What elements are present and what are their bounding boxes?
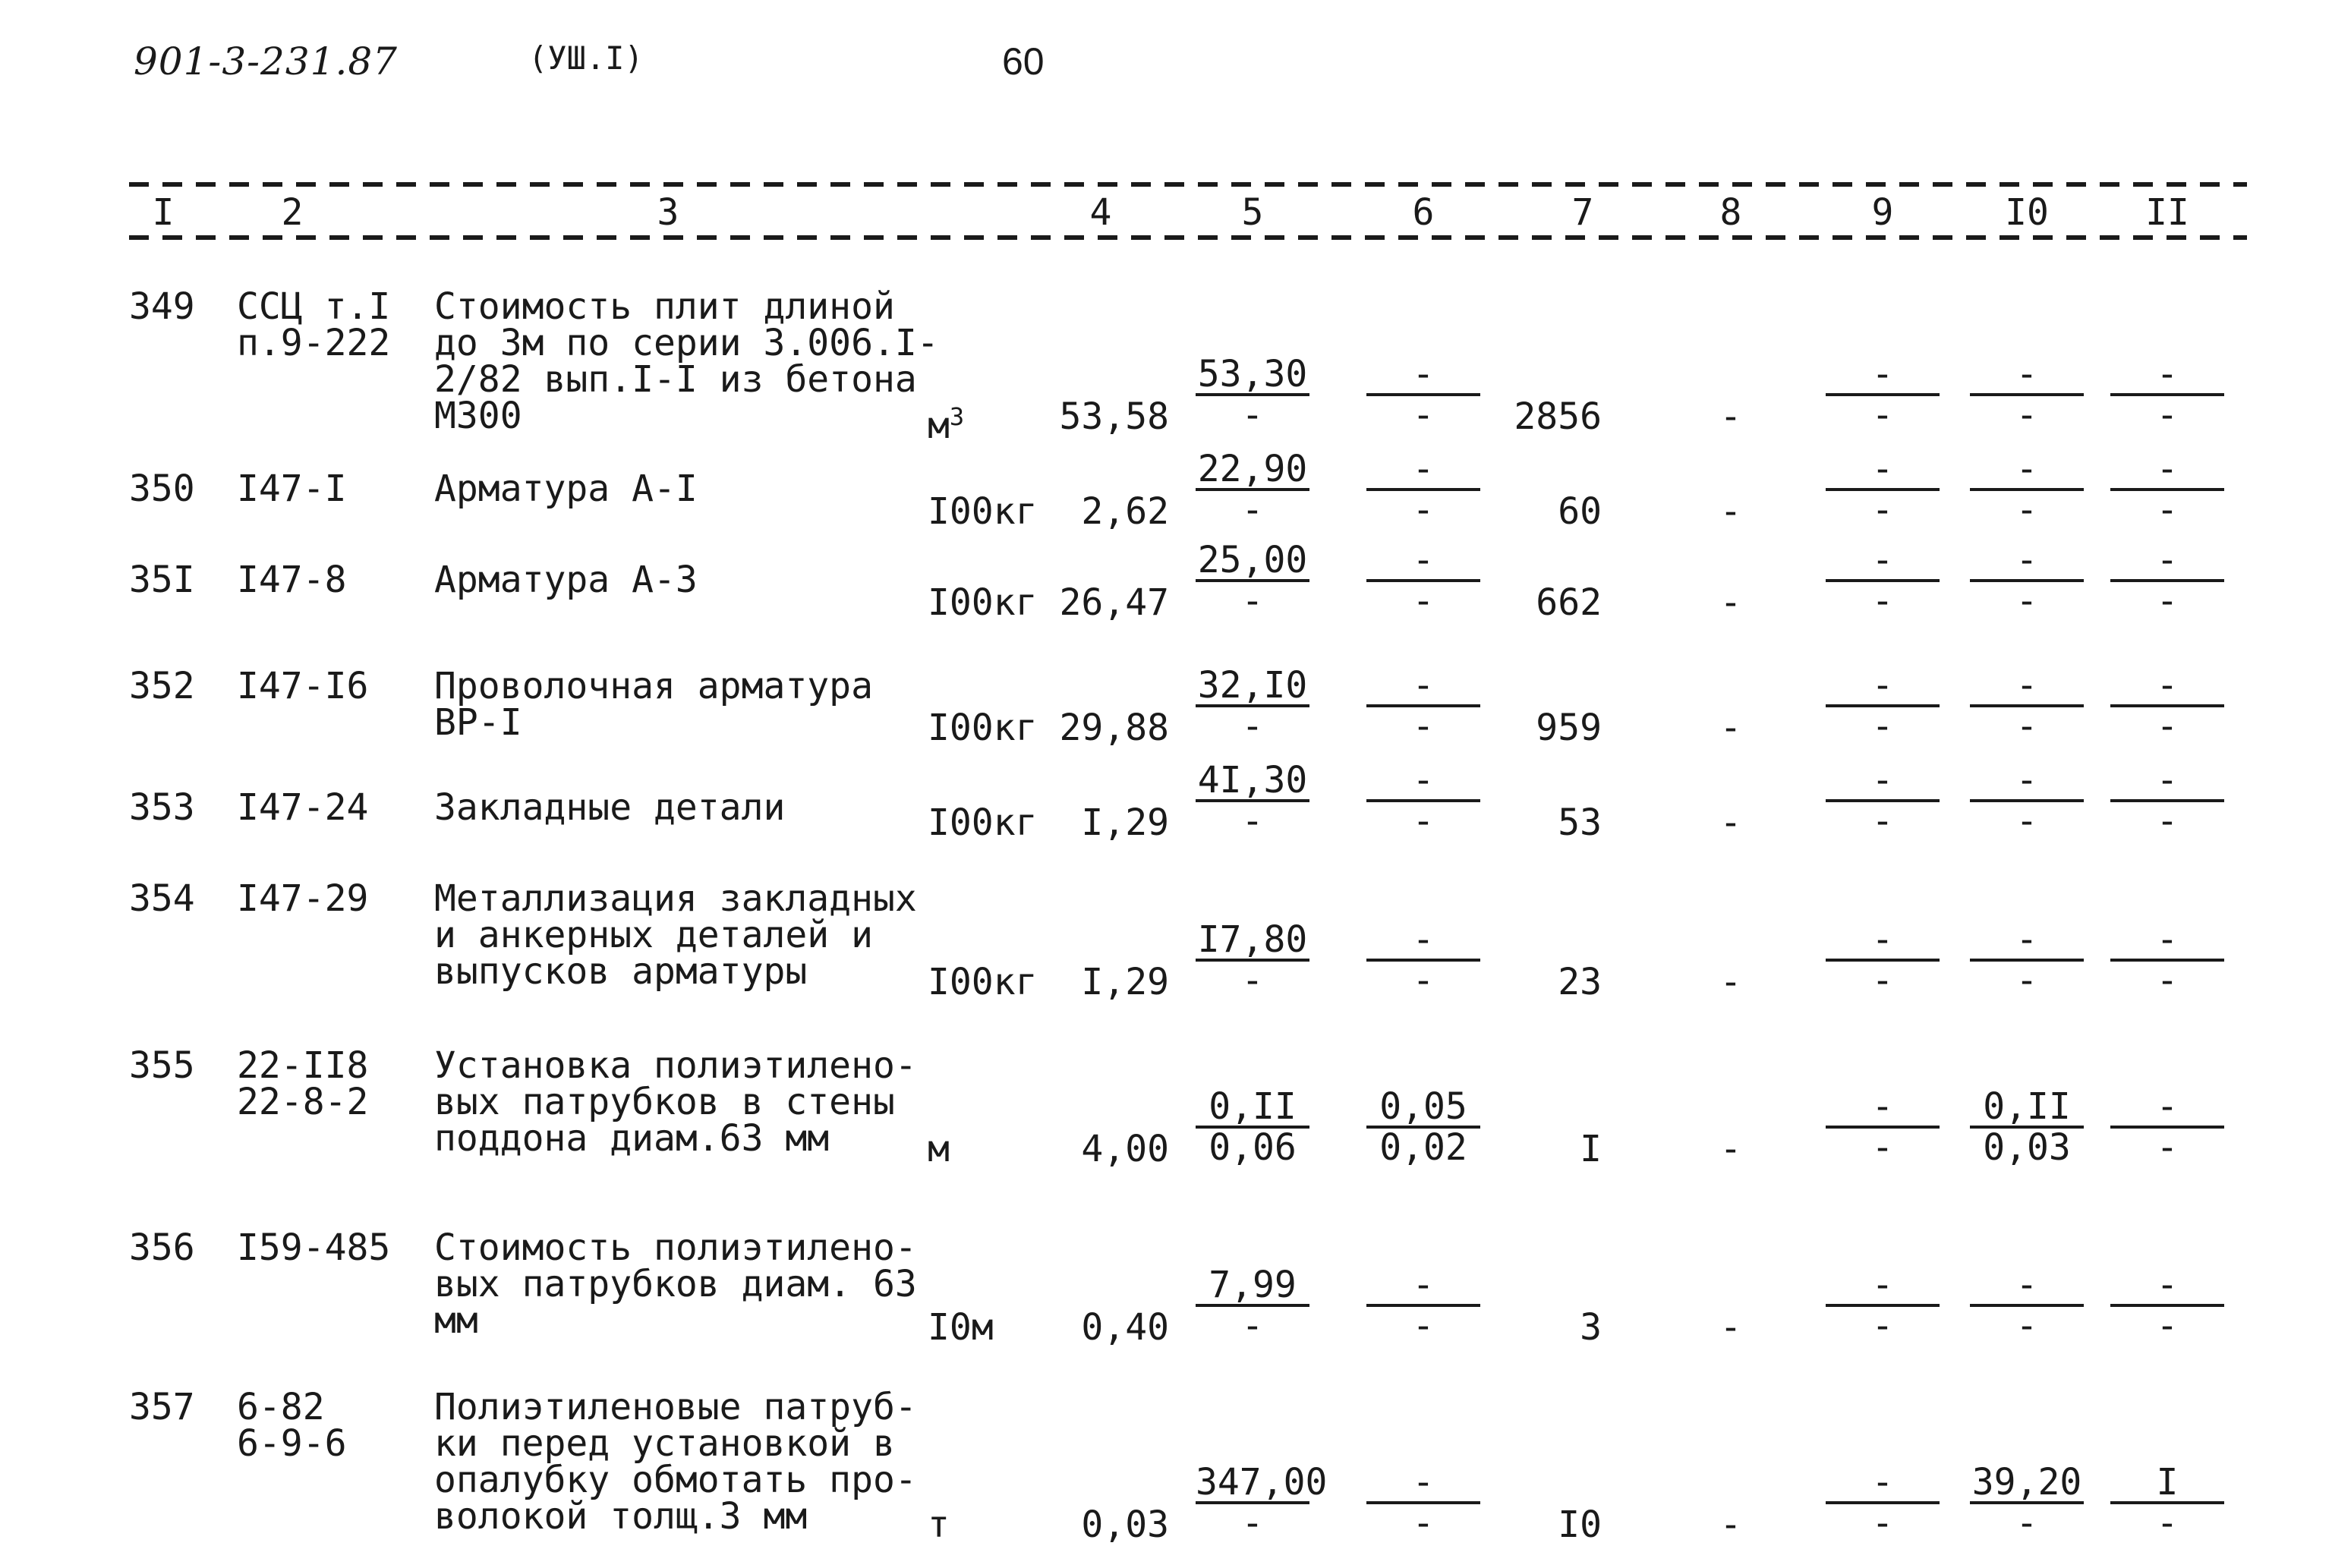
machine-cost-bottom: -	[1871, 800, 1894, 842]
machine-wage	[1970, 761, 2084, 840]
wage-cost	[1366, 1085, 1480, 1169]
machine-cost	[1826, 541, 1940, 620]
unit: I00кг	[928, 490, 1038, 533]
work-description: Закладные детали	[434, 786, 786, 829]
labor-cost-top: -	[2110, 921, 2224, 962]
wage-cost-bottom: -	[1412, 489, 1435, 531]
machine-wage-top: -	[1970, 666, 2084, 707]
labor-cost	[2110, 541, 2224, 620]
unit: I00кг	[928, 581, 1038, 624]
unit-cost-top: 7,99	[1196, 1266, 1309, 1307]
labor-cost-top: -	[2110, 666, 2224, 707]
column-number: 7	[1571, 191, 1594, 234]
machine-cost-top: -	[1826, 450, 1940, 491]
row-number: 350	[129, 468, 195, 510]
quantity: 0,40	[1081, 1306, 1169, 1349]
labor-cost-bottom: -	[2156, 1305, 2179, 1347]
wage-cost-bottom: 0,02	[1379, 1126, 1467, 1169]
machine-wage	[1970, 450, 2084, 529]
wage-cost	[1366, 1463, 1480, 1542]
wage-cost	[1366, 541, 1480, 620]
machine-cost-top: -	[1826, 355, 1940, 396]
wage-cost	[1366, 355, 1480, 434]
wage-cost-top: -	[1366, 921, 1480, 962]
unit-cost-bottom: -	[1241, 489, 1264, 531]
work-description: Стоимость полиэтилено-вых патрубков диам. 63 мм	[434, 1226, 917, 1342]
machine-cost-top: -	[1826, 921, 1940, 962]
machine-wage	[1970, 1085, 2084, 1169]
machine-wage-top: 0,II	[1970, 1088, 2084, 1129]
machine-wage	[1970, 1463, 2084, 1542]
work-description: Арматура А-3	[434, 559, 698, 601]
machine-cost	[1826, 918, 1940, 1002]
machine-cost	[1826, 761, 1940, 840]
labor-cost	[2110, 918, 2224, 1002]
labor-cost	[2110, 664, 2224, 748]
wage-cost-bottom: -	[1412, 800, 1435, 842]
work-description: Полиэтиленовые патруб-ки перед установкой в опалубку обмотать про-волокой толщ.3 мм	[434, 1386, 917, 1538]
unit-cost	[1196, 664, 1309, 748]
price-code: 6-82 6-9-6	[237, 1386, 347, 1465]
machine-cost-bottom: -	[1871, 580, 1894, 622]
labor-cost-top: -	[2110, 1266, 2224, 1307]
labor-cost-bottom: -	[2156, 489, 2179, 531]
total-cost: 23	[1558, 961, 1602, 1003]
labor-cost-bottom: -	[2156, 1502, 2179, 1544]
quantity: 29,88	[1059, 707, 1169, 749]
wage-cost-bottom: -	[1412, 1502, 1435, 1544]
labor-cost-top: -	[2110, 541, 2224, 582]
labor-cost-top: I	[2110, 1463, 2224, 1504]
price-code: I59-485	[237, 1226, 391, 1269]
machine-wage	[1970, 918, 2084, 1002]
price-code: 22-II8 22-8-2	[237, 1044, 369, 1123]
row-number: 354	[129, 877, 195, 920]
wage-cost-bottom: -	[1412, 959, 1435, 1002]
quantity: I,29	[1081, 961, 1169, 1003]
row-number: 355	[129, 1044, 195, 1087]
machine-wage-bottom: -	[2015, 580, 2038, 622]
unit-cost-top: 22,90	[1196, 450, 1309, 491]
doc-code: 901-3-231.87	[134, 39, 398, 83]
labor-cost	[2110, 450, 2224, 529]
wage-cost	[1366, 918, 1480, 1002]
total-wage: -	[1719, 395, 1742, 438]
machine-wage-bottom: -	[2015, 705, 2038, 748]
machine-wage-bottom: -	[2015, 394, 2038, 436]
quantity: 0,03	[1081, 1503, 1169, 1546]
machine-cost-top: -	[1826, 666, 1940, 707]
wage-cost	[1366, 761, 1480, 840]
labor-cost-bottom: -	[2156, 1126, 2179, 1169]
labor-cost	[2110, 1463, 2224, 1542]
unit-cost	[1196, 1085, 1309, 1169]
column-number: II	[2145, 191, 2189, 234]
wage-cost	[1366, 450, 1480, 529]
wage-cost-top: -	[1366, 761, 1480, 802]
unit-cost-top: 347,00	[1196, 1461, 1328, 1503]
quantity: 26,47	[1059, 581, 1169, 624]
work-description: Арматура А-I	[434, 468, 698, 510]
unit-cost-top: 0,II	[1196, 1088, 1309, 1129]
total-wage: -	[1719, 581, 1742, 624]
machine-cost-top: -	[1826, 1266, 1940, 1307]
machine-cost	[1826, 450, 1940, 529]
total-wage: -	[1719, 1128, 1742, 1170]
unit-cost-bottom: -	[1241, 1502, 1264, 1544]
column-number: 9	[1871, 191, 1894, 234]
row-number: 357	[129, 1386, 195, 1428]
machine-cost	[1826, 664, 1940, 748]
machine-cost-top: -	[1826, 541, 1940, 582]
header-rule-bottom	[129, 235, 2247, 240]
price-code: I47-29	[237, 877, 369, 920]
labor-cost	[2110, 355, 2224, 434]
price-code: I47-I	[237, 468, 347, 510]
machine-cost	[1826, 1463, 1940, 1542]
page-number: 60	[1002, 40, 1045, 83]
row-number: 353	[129, 786, 195, 829]
machine-cost	[1826, 355, 1940, 434]
machine-wage-top: -	[1970, 1266, 2084, 1307]
labor-cost-top: -	[2110, 1088, 2224, 1129]
price-code: I47-8	[237, 559, 347, 601]
machine-wage-bottom: -	[2015, 800, 2038, 842]
machine-cost-bottom: -	[1871, 959, 1894, 1002]
unit-cost	[1196, 1266, 1309, 1345]
wage-cost-top: -	[1366, 541, 1480, 582]
machine-cost-top: -	[1826, 1088, 1940, 1129]
labor-cost	[2110, 1085, 2224, 1169]
work-description: Металлизация закладных и анкерных деталей и выпусков арматуры	[434, 877, 917, 993]
price-code: I47-I6	[237, 665, 369, 707]
unit-cost	[1196, 355, 1309, 434]
wage-cost-top: -	[1366, 1266, 1480, 1307]
wage-cost-bottom: -	[1412, 580, 1435, 622]
column-number: 4	[1089, 191, 1112, 234]
machine-wage-top: -	[1970, 921, 2084, 962]
wage-cost-top: -	[1366, 1463, 1480, 1504]
machine-wage-top: 39,20	[1970, 1463, 2084, 1504]
column-number: I	[152, 191, 175, 234]
row-number: 35I	[129, 559, 195, 601]
quantity: I,29	[1081, 801, 1169, 844]
labor-cost-bottom: -	[2156, 394, 2179, 436]
wage-cost-top: -	[1366, 355, 1480, 396]
labor-cost	[2110, 761, 2224, 840]
column-number: 8	[1719, 191, 1742, 234]
machine-cost-bottom: -	[1871, 1305, 1894, 1347]
unit-cost	[1196, 450, 1309, 529]
column-number: 3	[657, 191, 679, 234]
labor-cost-top: -	[2110, 355, 2224, 396]
price-code: I47-24	[237, 786, 369, 829]
unit-cost	[1196, 1461, 1328, 1544]
unit: $м^3$	[928, 402, 965, 447]
machine-wage	[1970, 541, 2084, 620]
quantity: 4,00	[1081, 1128, 1169, 1170]
machine-wage-top: -	[1970, 761, 2084, 802]
unit-cost-top: 53,30	[1196, 355, 1309, 396]
labor-cost-top: -	[2110, 450, 2224, 491]
unit-cost-bottom: -	[1241, 580, 1264, 622]
unit: I00кг	[928, 707, 1038, 749]
machine-wage	[1970, 664, 2084, 748]
unit: т	[928, 1503, 950, 1546]
machine-wage-bottom: -	[2015, 489, 2038, 531]
machine-wage-bottom: -	[2015, 1305, 2038, 1347]
unit-cost-top: 4I,30	[1196, 761, 1309, 802]
work-description: Установка полиэтилено-вых патрубков в стены поддона диам.63 мм	[434, 1044, 917, 1160]
total-wage: -	[1719, 490, 1742, 533]
machine-wage-top: -	[1970, 450, 2084, 491]
total-wage: -	[1719, 1306, 1742, 1349]
unit-cost-top: 32,I0	[1196, 666, 1309, 707]
labor-cost-bottom: -	[2156, 580, 2179, 622]
wage-cost-top: -	[1366, 450, 1480, 491]
wage-cost-top: 0,05	[1366, 1088, 1480, 1129]
machine-wage-bottom: 0,03	[1983, 1126, 2071, 1169]
total-wage: -	[1719, 961, 1742, 1003]
unit-cost-bottom: 0,06	[1209, 1126, 1297, 1169]
machine-cost-bottom: -	[1871, 1126, 1894, 1169]
header-rule-top	[129, 182, 2247, 187]
total-cost: I	[1580, 1128, 1602, 1170]
machine-wage	[1970, 355, 2084, 434]
wage-cost-bottom: -	[1412, 1305, 1435, 1347]
column-number: 2	[281, 191, 304, 234]
labor-cost	[2110, 1266, 2224, 1345]
machine-wage	[1970, 1266, 2084, 1345]
column-number: I0	[2005, 191, 2049, 234]
total-wage: -	[1719, 801, 1742, 844]
total-cost: 53	[1558, 801, 1602, 844]
wage-cost-bottom: -	[1412, 394, 1435, 436]
total-wage: -	[1719, 707, 1742, 749]
labor-cost-top: -	[2110, 761, 2224, 802]
unit-cost-bottom: -	[1241, 1305, 1264, 1347]
machine-cost-bottom: -	[1871, 394, 1894, 436]
unit: I00кг	[928, 801, 1038, 844]
unit: I0м	[928, 1306, 994, 1349]
machine-cost-top: -	[1826, 761, 1940, 802]
machine-cost-bottom: -	[1871, 489, 1894, 531]
quantity: 2,62	[1081, 490, 1169, 533]
row-number: 356	[129, 1226, 195, 1269]
unit: м	[928, 1128, 950, 1170]
total-cost: I0	[1558, 1503, 1602, 1546]
column-number: 6	[1412, 191, 1435, 234]
row-number: 352	[129, 665, 195, 707]
total-cost: 60	[1558, 490, 1602, 533]
unit: I00кг	[928, 961, 1038, 1003]
unit-cost-top: 25,00	[1196, 541, 1309, 582]
unit-cost	[1196, 541, 1309, 620]
unit-superscript: 3	[949, 402, 965, 431]
wage-cost	[1366, 1266, 1480, 1345]
machine-cost	[1826, 1266, 1940, 1345]
labor-cost-bottom: -	[2156, 705, 2179, 748]
wage-cost-top: -	[1366, 666, 1480, 707]
total-cost: 2856	[1514, 395, 1602, 438]
total-wage: -	[1719, 1503, 1742, 1546]
wage-cost-bottom: -	[1412, 705, 1435, 748]
work-description: Проволочная арматура ВР-I	[434, 665, 873, 744]
machine-wage-top: -	[1970, 355, 2084, 396]
total-cost: 662	[1536, 581, 1602, 624]
unit-cost-top: I7,80	[1196, 921, 1309, 962]
machine-wage-bottom: -	[2015, 959, 2038, 1002]
unit-cost	[1196, 918, 1309, 1002]
row-number: 349	[129, 285, 195, 328]
machine-cost	[1826, 1085, 1940, 1169]
total-cost: 959	[1536, 707, 1602, 749]
machine-wage-bottom: -	[2015, 1502, 2038, 1544]
machine-cost-bottom: -	[1871, 705, 1894, 748]
machine-cost-top: -	[1826, 1463, 1940, 1504]
column-number: 5	[1241, 191, 1264, 234]
price-code: ССЦ т.I п.9-222	[237, 285, 391, 364]
work-description: Стоимость плит длиной до 3м по серии 3.006.I-2/82 вып.I-I из бетона М300	[434, 285, 939, 437]
unit-cost-bottom: -	[1241, 959, 1264, 1002]
quantity: 53,58	[1059, 395, 1169, 438]
unit-cost-bottom: -	[1241, 705, 1264, 748]
sheet-ref: (УШ.I)	[528, 39, 644, 77]
wage-cost	[1366, 664, 1480, 748]
labor-cost-bottom: -	[2156, 959, 2179, 1002]
unit-cost	[1196, 761, 1309, 840]
total-cost: 3	[1580, 1306, 1602, 1349]
unit-cost-bottom: -	[1241, 800, 1264, 842]
labor-cost-bottom: -	[2156, 800, 2179, 842]
unit-cost-bottom: -	[1241, 394, 1264, 436]
machine-cost-bottom: -	[1871, 1502, 1894, 1544]
machine-wage-top: -	[1970, 541, 2084, 582]
